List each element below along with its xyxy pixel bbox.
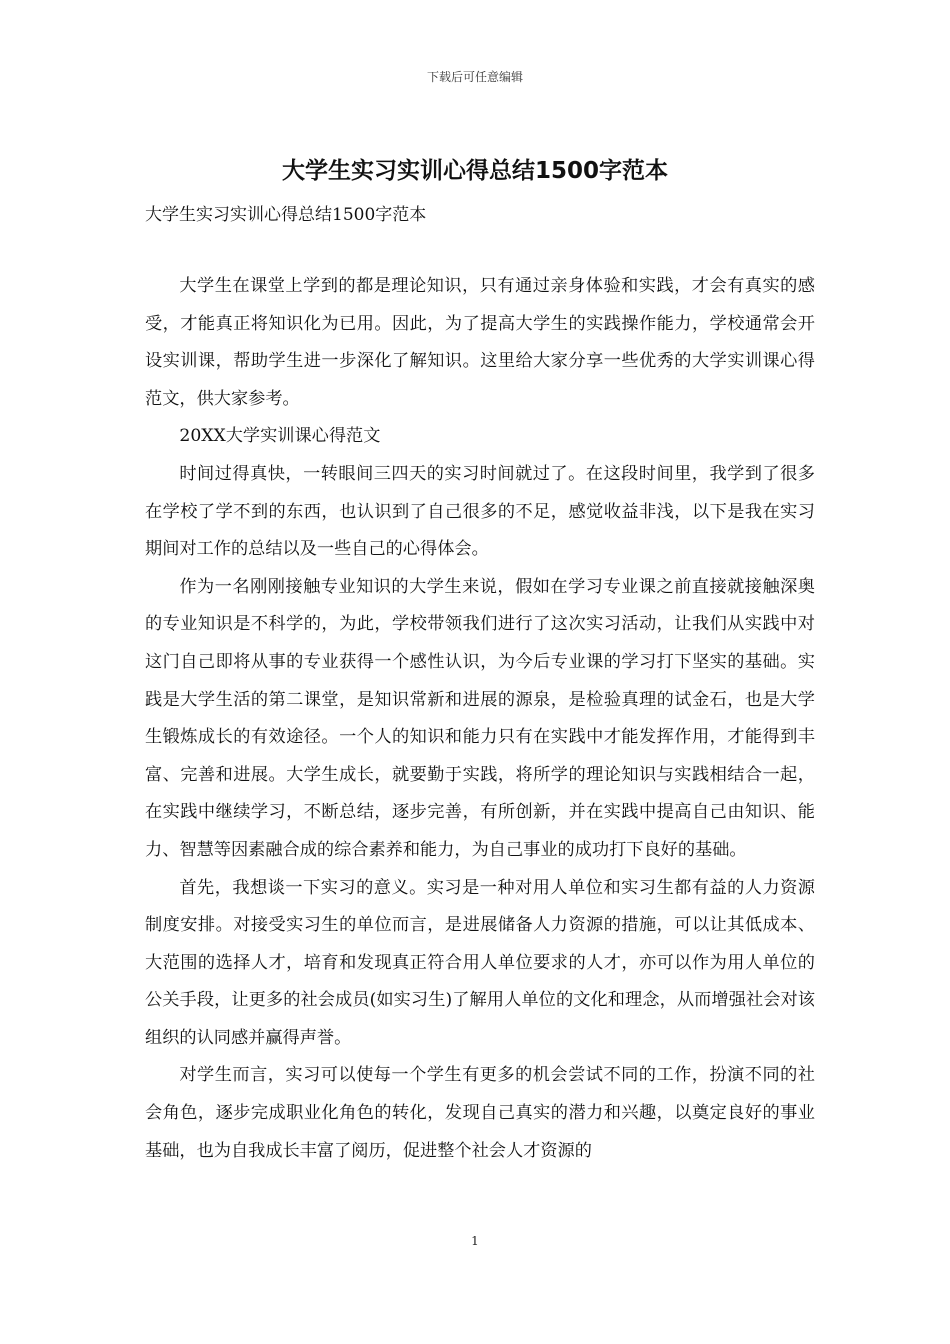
page-number: 1 [471, 1234, 479, 1248]
document-subtitle: 大学生实习实训心得总结1500字范本 [145, 205, 427, 225]
header-note: 下载后可任意编辑 [426, 70, 523, 84]
section-heading: 20XX大学实训课心得范文 [179, 426, 381, 447]
paragraph: 首先，我想谈一下实习的意义。实习是一种对用人单位和实习生都有益的人力资源制度安排。对接受实习生的单位而言，是进展储备人力资源的措施，可以让其低成本、大范围的选择人才，培育和发现真正符合用人单位要求的人才，亦可以作为用人单位的公关手段，让更多的社会成员(如实习生)了解用人单位的文化和理念，从而增强社会对该组织的认同感并赢得声誉。 [145, 877, 815, 1048]
paragraph: 对学生而言，实习可以使每一个学生有更多的机会尝试不同的工作，扮演不同的社会角色，逐步完成职业化角色的转化，发现自己真实的潜力和兴趣，以奠定良好的事业基础，也为自我成长丰富了阅历，促进整个社会人才资源的 [145, 1065, 815, 1161]
paragraph: 时间过得真快，一转眼间三四天的实习时间就过了。在这段时间里，我学到了很多在学校了学不到的东西，也认识到了自己很多的不足，感觉收益非浅，以下是我在实习期间对工作的总结以及一些自己的心得体会。 [145, 463, 815, 560]
paragraph-intro: 大学生在课堂上学到的都是理论知识，只有通过亲身体验和实践，才会有真实的感受，才能真正将知识化为已用。因此，为了提高大学生的实践操作能力，学校通常会开设实训课，帮助学生进一步深化了解知识。这里给大家分享一些优秀的大学实训课心得范文，供大家参考。 [145, 276, 815, 409]
document-title: 大学生实习实训心得总结1500字范本 [281, 158, 668, 184]
document-body [145, 268, 815, 1170]
paragraph: 作为一名刚刚接触专业知识的大学生来说，假如在学习专业课之前直接就接触深奥的专业知识是不科学的，为此，学校带领我们进行了这次实习活动，让我们从实践中对这门自己即将从事的专业获得一个感性认识，为今后专业课的学习打下坚实的基础。实践是大学生活的第二课堂，是知识常新和进展的源泉，是检验真理的试金石，也是大学生锻炼成长的有效途径。一个人的知识和能力只有在实践中才能发挥作用，才能得到丰富、完善和进展。大学生成长，就要勤于实践，将所学的理论知识与实践相结合一起，在实践中继续学习，不断总结，逐步完善，有所创新，并在实践中提高自己由知识、能力、智慧等因素融合成的综合素养和能力，为自己事业的成功打下良好的基础。 [145, 576, 815, 860]
